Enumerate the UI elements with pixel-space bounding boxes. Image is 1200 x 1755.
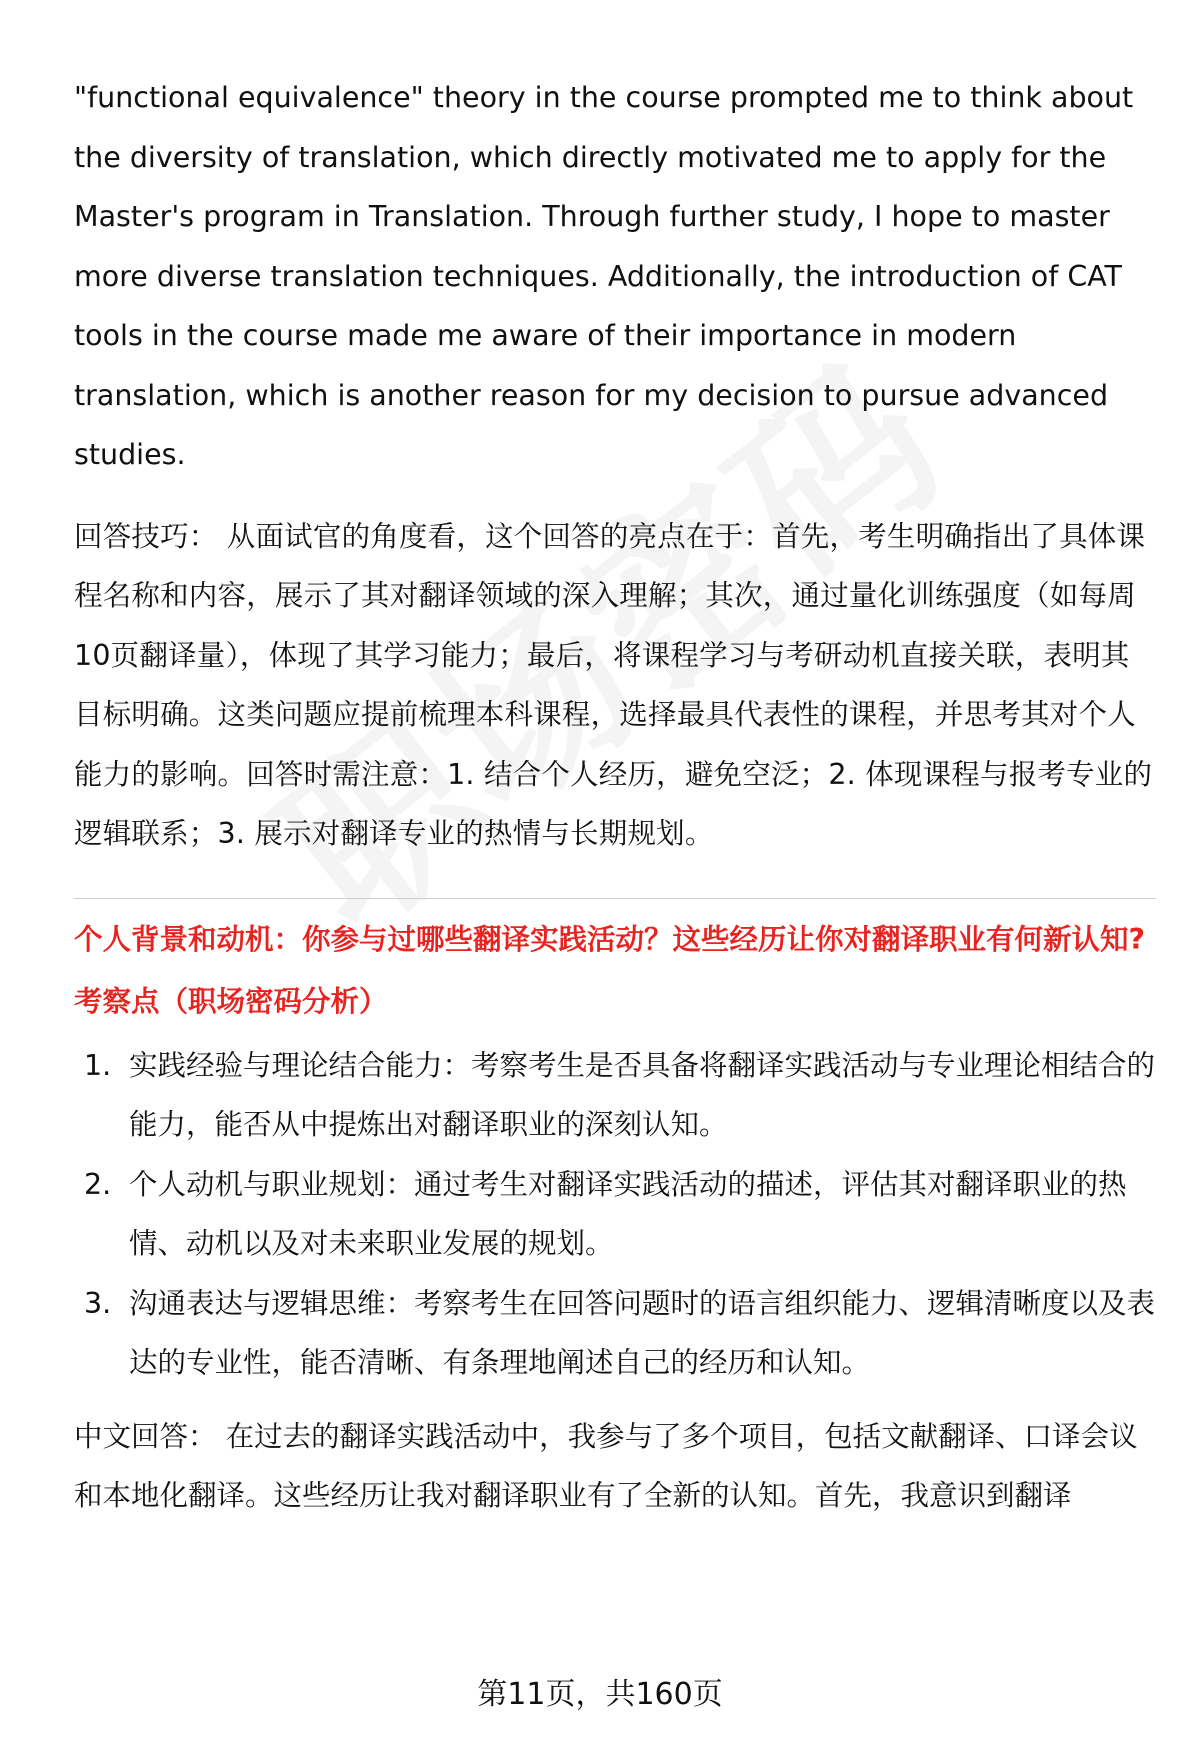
- list-item: [74, 1155, 1156, 1274]
- tip-paragraph: [74, 507, 1156, 864]
- page-content: [74, 68, 1156, 1526]
- page-footer: 第11页，共160页: [477, 1677, 723, 1712]
- section-divider: [74, 898, 1156, 899]
- list-text: 实践经验与理论结合能力：考察考生是否具备将翻译实践活动与专业理论相结合的能力，能否从中提炼出对翻译职业的深刻认知。: [129, 1048, 1156, 1141]
- chinese-answer: [74, 1407, 1156, 1526]
- list-text: 沟通表达与逻辑思维：考察考生在回答问题时的语言组织能力、逻辑清晰度以及表达的专业性，能否清晰、有条理地阐述自己的经历和认知。: [129, 1286, 1156, 1379]
- list-number: 1.: [84, 1048, 112, 1082]
- list-number: 3.: [84, 1286, 112, 1320]
- chinese-answer-text: 在过去的翻译实践活动中，我参与了多个项目，包括文献翻译、口译会议和本地化翻译。这些经历让我对翻译职业有了全新的认知。首先，我意识到翻译: [74, 1419, 1138, 1512]
- chinese-answer-label: 中文回答：: [74, 1419, 217, 1453]
- tip-text: 从面试官的角度看，这个回答的亮点在于：首先，考生明确指出了具体课程名称和内容，展示了其对翻译领域的深入理解；其次，通过量化训练强度（如每周10页翻译量），体现了其学习能力；最后，将课程学习与考研动机直接关联，表明其目标明确。这类问题应提前梳理本科课程，选择最具代表性的课程，并思考其对个人能力的影响。回答时需注意：1. 结合个人经历，避免空泛；2. 体现课程与报考专业的逻辑联系；3. 展示对翻译专业的热情与长期规划。: [74, 519, 1153, 850]
- list-item: [74, 1036, 1156, 1155]
- points-list: [74, 1036, 1156, 1393]
- section-title: 考察点（职场密码分析）: [74, 984, 388, 1018]
- list-item: [74, 1274, 1156, 1393]
- english-paragraph: "functional equivalence" theory in the course prompted me to think about the diversity of translation, which directly motivated me to apply for the Master's program in Translation. Through further study, I hope to master more diverse translation techniques. Additionally, the introduction of CAT tools in the course made me aware of their importance in modern translation, which is another reason for my decision to pursue advanced studies.: [74, 81, 1134, 471]
- tip-label: 回答技巧：: [74, 519, 218, 553]
- question-heading: 个人背景和动机：你参与过哪些翻译实践活动？这些经历让你对翻译职业有何新认知?: [74, 922, 1146, 956]
- list-number: 2.: [84, 1167, 112, 1201]
- list-text: 个人动机与职业规划：通过考生对翻译实践活动的描述，评估其对翻译职业的热情、动机以及对未来职业发展的规划。: [129, 1167, 1127, 1260]
